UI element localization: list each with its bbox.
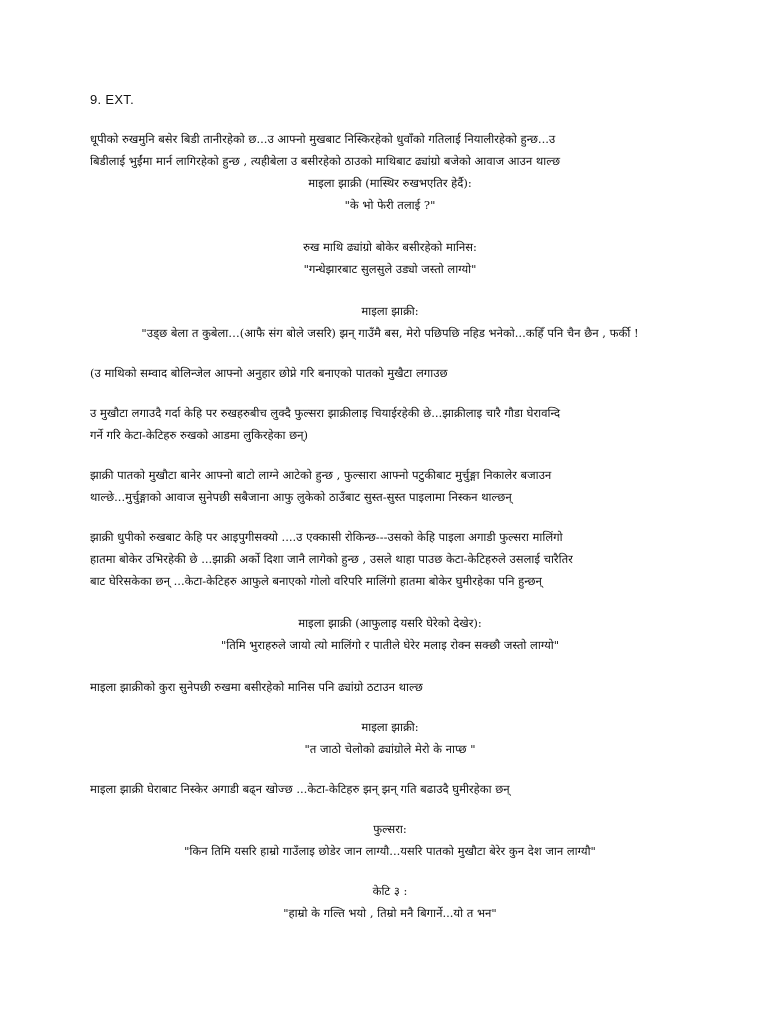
character-cue: माइला झाक्री (आफुलाइ यसरि घेरेको देखेर): bbox=[298, 616, 482, 630]
dialogue-6 bbox=[90, 818, 690, 862]
text-line: माइला झाक्रीको कुरा सुनेपछी रुखमा बसीरहेको मानिस पनि ढ्यांग्रो ठटाउन थाल्छ bbox=[90, 680, 423, 694]
action-paragraph-2 bbox=[90, 362, 690, 384]
character-cue: माइला झाक्री: bbox=[361, 304, 419, 318]
action-paragraph-7 bbox=[90, 778, 690, 800]
dialogue-line: "गन्धेझारबाट सुलसुले उड्यो जस्तो लाग्यो" bbox=[303, 262, 477, 276]
action-paragraph-1 bbox=[90, 128, 690, 172]
action-paragraph-3 bbox=[90, 402, 690, 446]
text-line: हातमा बोकेर उभिरहेकी छे ...झाक्री अर्को दिशा जानै लागेको हुन्छ , उसले थाहा पाउछ केटा-केटिहरुले उसलाई चारैतिर bbox=[90, 552, 573, 566]
dialogue-3 bbox=[90, 300, 690, 344]
action-paragraph-4 bbox=[90, 464, 690, 508]
text-line: बिडीलाई भुईंमा मार्न लागिरहेको हुन्छ , त्यहीबेला उ बसीरहेको ठाउको माथिबाट ढ्यांग्रो बजेको आवाज आउन थाल्छ bbox=[90, 154, 561, 168]
text-line: माइला झाक्री घेराबाट निस्केर अगाडी बढ्न खोज्छ ...केटा-केटिहरु झन् झन् गति बढाउदै घुमीरहेका छन् bbox=[90, 782, 510, 796]
text-line: बाट घेरिसकेका छन् ...केटा-केटिहरु आफुले बनाएको गोलो वरिपरि मालिंगो हातमा बोकेर घुमीरहेका पनि हुन्छन् bbox=[90, 574, 542, 588]
text-line: धूपीको रुखमुनि बसेर बिडी तानीरहेको छ...उ आफ्नो मुखबाट निस्किरहेको धुवाँको गतिलाई नियालीरहेको हुन्छ...उ bbox=[90, 132, 556, 146]
text-line: झाक्री धुपीको रुखबाट केहि पर आइपुगीसक्यो ....उ एक्कासी रोकिन्छ---उसको केहि पाइला अगाडी फुल्सरा मालिंगो bbox=[90, 530, 563, 544]
character-cue: माइला झाक्री: bbox=[361, 720, 419, 734]
text-line: थाल्छे...मुर्चुङ्गाको आवाज सुनेपछी सबैजाना आफु लुकेको ठाउँबाट सुस्त-सुस्त पाइलामा निस्कन थाल्छन् bbox=[90, 490, 512, 504]
character-cue: केटि ३ : bbox=[372, 884, 408, 898]
dialogue-line: "हाम्रो के गल्ति भयो , तिम्रो मनै बिगार्ने...यो त भन" bbox=[283, 906, 497, 920]
dialogue-line: "के भो फेरी तलाई ?" bbox=[344, 198, 436, 212]
character-cue: रुख माथि ढ्यांग्रो बोकेर बसीरहेको मानिस: bbox=[303, 240, 477, 254]
dialogue-line: "किन तिमि यसरि हाम्रो गाउँलाइ छोडेर जान लाग्यौ...यसरि पातको मुखौटा बेरेर कुन देश जान लाग्यौ" bbox=[184, 844, 596, 858]
text-line: झाक्री पातको मुखौटा बानेर आफ्नो बाटो लाग्ने आटेको हुन्छ , फुल्सारा आफ्नो पटुकीबाट मुर्चुङ्गा निकालेर बजाउन bbox=[90, 468, 552, 482]
dialogue-line: "त जाठो चेलोको ढ्यांग्रोले मेरो के नाप्छ " bbox=[304, 742, 476, 756]
character-cue: फुल्सरा: bbox=[373, 822, 407, 836]
dialogue-line: "उड्छ बेला त कुबेला…(आफै संग बोले जसरि) झन् गाउँमै बस, मेरो पछिपछि नहिड भनेको...कहिँ पनि चैन छैन , फर्की ! bbox=[141, 326, 639, 340]
dialogue-5 bbox=[90, 716, 690, 760]
action-paragraph-5 bbox=[90, 526, 690, 592]
scene-heading: 9. EXT. bbox=[90, 92, 135, 107]
text-line: उ मुखौटा लगाउदै गर्दा केहि पर रुखहरुबीच लुक्दै फुल्सरा झाक्रीलाइ चियाईरहेकी छे...झाक्रीलाइ चारै गौडा घेरावन्दि bbox=[90, 406, 561, 420]
text-line: (उ माथिको सम्वाद बोलिन्जेल आफ्नो अनुहार छोप्ने गरि बनाएको पातको मुखैटा लगाउछ bbox=[90, 366, 448, 380]
dialogue-2 bbox=[90, 236, 690, 280]
character-cue: माइला झाक्री (मास्थिर रुखभएतिर हेर्दै): bbox=[308, 176, 472, 190]
dialogue-line: "तिमि भुराहरुले जायो त्यो मालिंगो र पातीले घेरेर मलाइ रोक्न सक्छौ जस्तो लाग्यो" bbox=[220, 638, 560, 652]
text-line: गर्ने गरि केटा-केटिहरु रुखको आडमा लुकिरहेका छन्) bbox=[90, 428, 309, 442]
action-paragraph-6 bbox=[90, 676, 690, 698]
dialogue-4 bbox=[90, 612, 690, 656]
dialogue-1 bbox=[90, 172, 690, 216]
dialogue-7 bbox=[90, 880, 690, 924]
